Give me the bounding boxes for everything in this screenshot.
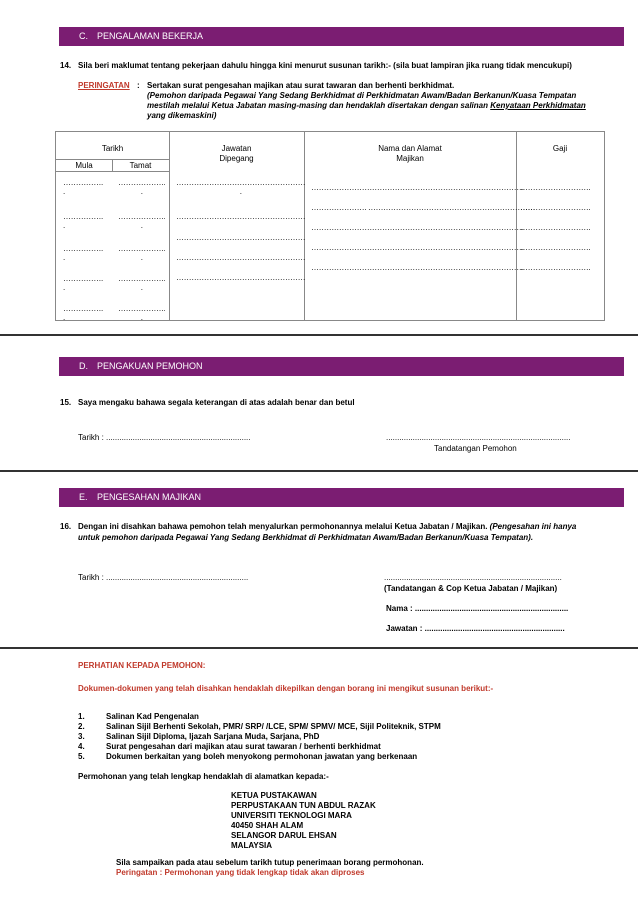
employer-stamp-label: (Tandatangan & Cop Ketua Jabatan / Majikan) xyxy=(384,584,558,593)
employer-name-field[interactable]: Nama : ..................................................................... xyxy=(386,604,569,613)
mula-entry: ……………. . xyxy=(63,274,103,292)
tamat-entry: ………………. . xyxy=(118,212,166,230)
document-item: Dokumen berkaitan yang boleh menyokong permohonan jawatan yang berkenaan xyxy=(106,752,418,761)
mula-entry: ……………. . xyxy=(63,304,103,322)
kenyataan-perkhidmatan-text: Kenyataan Perkhidmatan xyxy=(490,101,586,110)
q16-number: 16. xyxy=(60,522,72,531)
gaji-entry: ………………………. xyxy=(520,223,591,232)
col-jawatan-1: Jawatan xyxy=(221,144,252,153)
nama-entry: …………………. ………………………………………………………… xyxy=(311,203,536,212)
col-mula: Mula xyxy=(75,161,93,170)
gaji-entry: ………………………. xyxy=(520,263,591,272)
section-d-header xyxy=(59,357,624,376)
q14-text: Sila beri maklumat tentang pekerjaan dahulu hingga kini menurut susunan tarikh:- (sila buat lampiran jika ruang tidak mencukupi) xyxy=(78,61,572,70)
incomplete-warning: Peringatan : Permohonan yang tidak lengkap tidak akan diproses xyxy=(116,868,365,877)
address-line: 40450 SHAH ALAM xyxy=(231,821,304,830)
address-line: UNIVERSITI TEKNOLOGI MARA xyxy=(231,811,352,820)
mula-entry: ……………. . xyxy=(63,178,103,196)
section-c-header xyxy=(59,27,624,46)
address-line: SELANGOR DARUL EHSAN xyxy=(231,831,337,840)
document-item: Salinan Kad Pengenalan xyxy=(106,712,199,721)
section-e-header xyxy=(59,488,624,507)
section-divider xyxy=(0,647,638,649)
q16-line-2: untuk pemohon daripada Pegawai Yang Sedang Berkhidmat di Perkhidmatan Awam/Badan Berkanun/Kuasa Tempatan). xyxy=(78,533,534,542)
deadline-text: Sila sampaikan pada atau sebelum tarikh tutup penerimaan borang permohonan. xyxy=(116,858,424,867)
q15-text: Saya mengaku bahawa segala keterangan di atas adalah benar dan betul xyxy=(78,398,355,407)
notice-intro: Dokumen-dokumen yang telah disahkan hendaklah dikepilkan dengan borang ini mengikut susunan berikut:- xyxy=(78,684,494,693)
section-e-title: PENGESAHAN MAJIKAN xyxy=(97,492,202,502)
document-number: 2. xyxy=(78,722,85,731)
col-tarikh: Tarikh xyxy=(101,144,124,153)
nama-entry: ………………………………………………………………………… xyxy=(311,223,524,232)
address-line: PERPUSTAKAAN TUN ABDUL RAZAK xyxy=(231,801,376,810)
tamat-entry: ………………. . xyxy=(118,244,166,262)
section-divider xyxy=(0,334,638,336)
tamat-entry: ………………. . xyxy=(118,178,166,196)
col-gaji: Gaji xyxy=(552,144,568,153)
table-divider xyxy=(56,171,169,172)
employment-table xyxy=(55,131,605,321)
document-number: 3. xyxy=(78,732,85,741)
jawatan-entry: …………………………………………… xyxy=(176,253,306,262)
document-number: 5. xyxy=(78,752,85,761)
mula-entry: ……………. . xyxy=(63,244,103,262)
tamat-entry: ………………. . xyxy=(118,274,166,292)
col-nama-2: Majikan xyxy=(396,154,424,163)
q15-number: 15. xyxy=(60,398,72,407)
d-tarikh-field[interactable]: Tarikh : ................................................................. xyxy=(78,433,251,442)
nama-entry: ………………………………………………………………………… xyxy=(311,263,524,272)
q16-line-1 xyxy=(78,522,576,532)
jawatan-entry: …………………………………………… xyxy=(176,233,306,242)
warning-line-3 xyxy=(147,101,586,111)
document-number: 1. xyxy=(78,712,85,721)
col-nama-1: Nama dan Alamat xyxy=(378,144,442,153)
tamat-entry: ………………. . xyxy=(118,304,166,322)
e-tarikh-field[interactable]: Tarikh : ................................................................ xyxy=(78,573,249,582)
nama-entry: ………………………………………………………………………… xyxy=(311,243,524,252)
warning-line-4: yang dikemaskini) xyxy=(147,111,217,120)
warning-line-2: (Pemohon daripada Pegawai Yang Sedang Berkhidmat di Perkhidmatan Awam/Badan Berkanun/Kuasa Tempatan xyxy=(147,91,577,100)
jawatan-entry: …………………………………………… xyxy=(176,212,306,221)
mula-entry: ……………. . xyxy=(63,212,103,230)
jawatan-entry: …………………………………………… xyxy=(176,273,306,282)
q16-line-1-text: Dengan ini disahkan bahawa pemohon telah menyalurkan permohonannya melalui Ketua Jabatan / Majikan. xyxy=(78,522,490,531)
section-d-title: PENGAKUAN PEMOHON xyxy=(97,361,203,371)
section-c-title: PENGALAMAN BEKERJA xyxy=(97,31,204,41)
col-jawatan-2: Dipegang xyxy=(219,154,254,163)
document-item: Salinan Sijil Diploma, Ijazah Sarjana Muda, Sarjana, PhD xyxy=(106,732,320,741)
warning-colon: : xyxy=(137,81,140,90)
q16-line-1-italic: (Pengesahan ini hanya xyxy=(489,522,577,531)
q14-number: 14. xyxy=(60,61,72,70)
document-item: Salinan Sijil Berhenti Sekolah, PMR/ SRP/ /LCE, SPM/ SPMV/ MCE, Sijil Politeknik, STPM xyxy=(106,722,441,731)
applicant-signature-line[interactable]: ................................................................................... xyxy=(386,433,571,442)
gaji-entry: ………………………. xyxy=(520,183,591,192)
jawatan-entry: …………………………………………… . xyxy=(176,178,306,196)
gaji-entry: ………………………. xyxy=(520,243,591,252)
warning-label: PERINGATAN xyxy=(78,81,130,90)
nama-entry: ………………………………………………………………………… xyxy=(311,183,524,192)
section-divider xyxy=(0,470,638,472)
section-c-letter: C. xyxy=(79,31,88,41)
employer-stamp-line[interactable]: ................................................................................ xyxy=(384,573,562,582)
send-to-text: Permohonan yang telah lengkap hendaklah di alamatkan kepada:- xyxy=(78,772,329,781)
applicant-signature-label: Tandatangan Pemohon xyxy=(434,444,517,453)
section-d-letter: D. xyxy=(79,361,88,371)
notice-heading: PERHATIAN KEPADA PEMOHON: xyxy=(78,661,206,670)
col-tamat: Tamat xyxy=(129,161,152,170)
section-e-letter: E. xyxy=(79,492,88,502)
address-line: MALAYSIA xyxy=(231,841,273,850)
document-number: 4. xyxy=(78,742,85,751)
address-line: KETUA PUSTAKAWAN xyxy=(231,791,317,800)
gaji-entry: ………………………. xyxy=(520,203,591,212)
warning-line-1: Sertakan surat pengesahan majikan atau surat tawaran dan berhenti berkhidmat. xyxy=(147,81,455,90)
warning-line-3-text: mestilah melalui Ketua Jabatan masing-masing dan hendaklah disertakan dengan salinan xyxy=(147,101,491,110)
employer-position-field[interactable]: Jawatan : ............................................................... xyxy=(386,624,565,633)
document-item: Surat pengesahan dari majikan atau surat tawaran / berhenti berkhidmat xyxy=(106,742,381,751)
